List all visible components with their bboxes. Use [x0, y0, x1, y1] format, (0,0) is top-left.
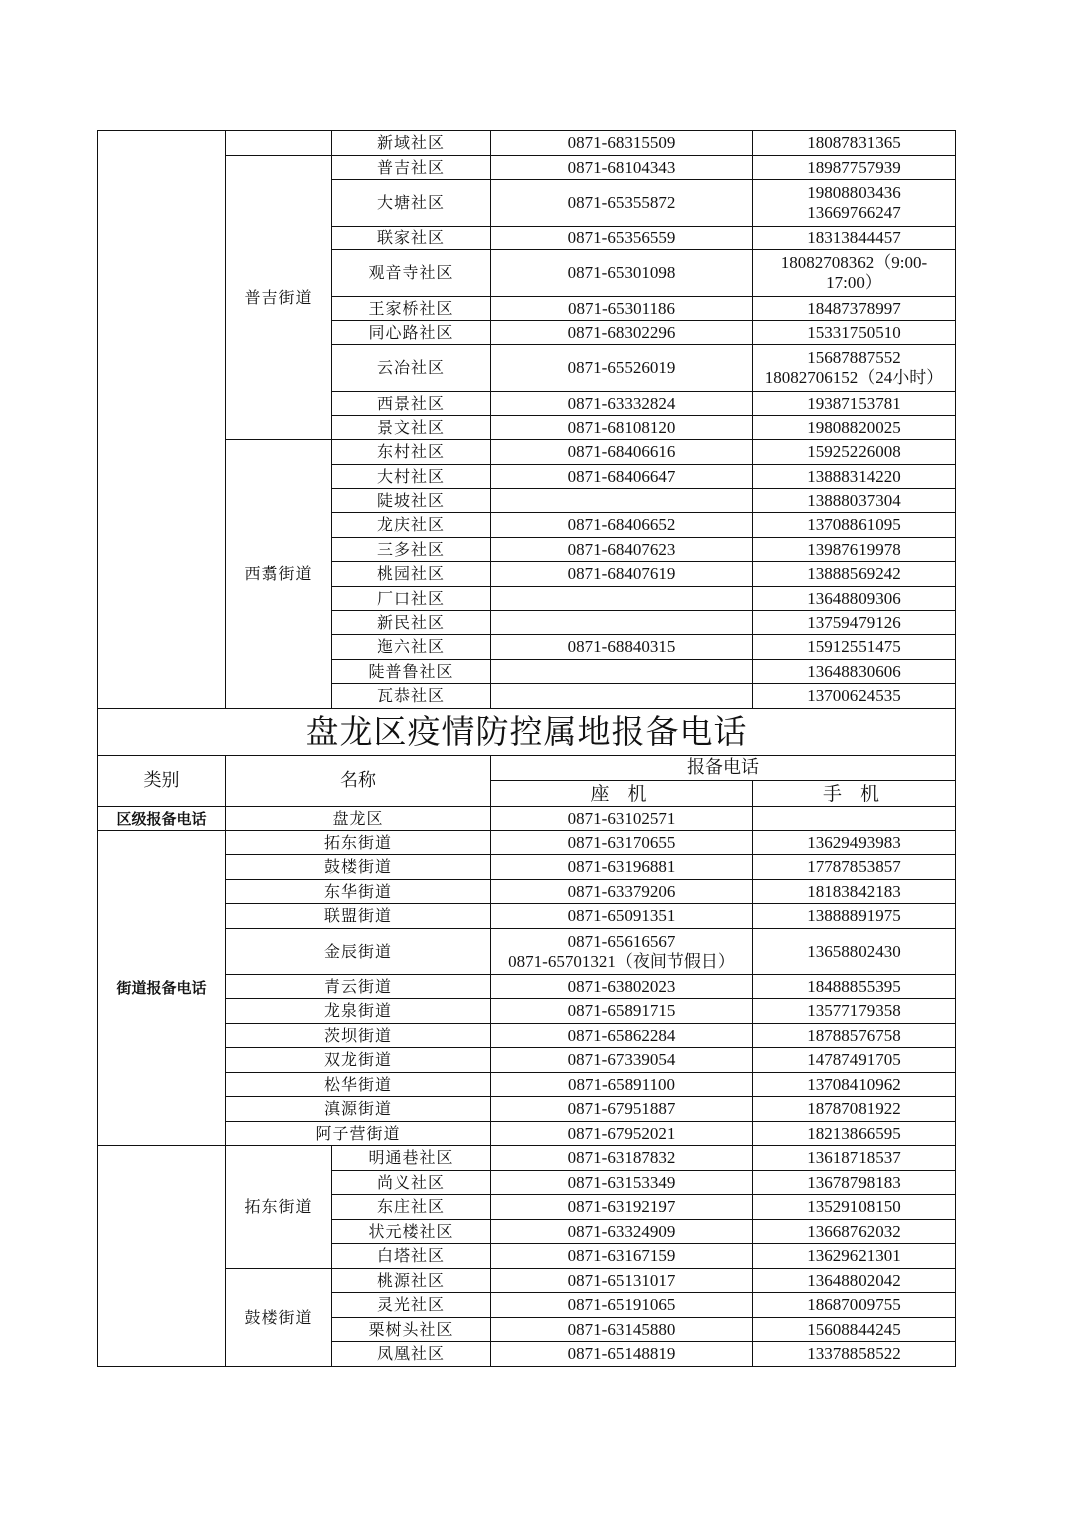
mobile: 13888037304	[753, 489, 956, 513]
community-name: 陡普鲁社区	[332, 660, 491, 684]
header-landline: 座 机	[491, 781, 753, 807]
community-name: 桃园社区	[332, 562, 491, 587]
landline: 0871-65862284	[491, 1024, 753, 1048]
unit-name: 双龙街道	[226, 1048, 491, 1073]
community-name: 王家桥社区	[332, 297, 491, 321]
community-name: 厂口社区	[332, 587, 491, 611]
community-name: 景文社区	[332, 416, 491, 440]
landline-line: 0871-65616567	[567, 931, 676, 951]
community-name: 尚义社区	[332, 1171, 491, 1195]
landline: 0871-65356559	[491, 227, 753, 250]
unit-name: 阿子营街道	[226, 1122, 491, 1146]
landline	[491, 684, 753, 709]
header-row	[98, 756, 956, 781]
community-name: 新域社区	[332, 131, 491, 156]
community-name: 龙庆社区	[332, 513, 491, 538]
table-row	[98, 156, 956, 180]
mobile: 15925226008	[753, 440, 956, 465]
landline: 0871-63187832	[491, 1146, 753, 1171]
mobile: 13708861095	[753, 513, 956, 538]
landline: 0871-65301186	[491, 297, 753, 321]
mobile: 13888891975	[753, 904, 956, 929]
mobile: 13678798183	[753, 1171, 956, 1195]
community-name: 灵光社区	[332, 1293, 491, 1318]
title-row	[98, 709, 956, 756]
mobile	[753, 250, 956, 297]
landline: 0871-65301098	[491, 250, 753, 297]
landline: 0871-63196881	[491, 855, 753, 880]
mobile: 13648830606	[753, 660, 956, 684]
landline: 0871-63324909	[491, 1220, 753, 1244]
category-cell-blank	[98, 131, 226, 709]
community-name: 观音寺社区	[332, 250, 491, 297]
unit-name: 盘龙区	[226, 807, 491, 831]
community-name: 陡坡社区	[332, 489, 491, 513]
mobile: 13648809306	[753, 587, 956, 611]
mobile: 13629621301	[753, 1244, 956, 1269]
mobile: 13529108150	[753, 1195, 956, 1220]
unit-name: 松华街道	[226, 1073, 491, 1097]
landline: 0871-63170655	[491, 831, 753, 855]
page-title: 盘龙区疫情防控属地报备电话	[98, 709, 956, 756]
mobile: 19808820025	[753, 416, 956, 440]
phone-table	[97, 130, 956, 1367]
landline: 0871-65526019	[491, 345, 753, 392]
mobile: 15912551475	[753, 635, 956, 660]
mobile: 14787491705	[753, 1048, 956, 1073]
landline: 0871-65891100	[491, 1073, 753, 1097]
mobile	[753, 180, 956, 227]
mobile: 18488855395	[753, 975, 956, 999]
mobile: 13668762032	[753, 1220, 956, 1244]
mobile: 13708410962	[753, 1073, 956, 1097]
mobile: 13629493983	[753, 831, 956, 855]
mobile: 19387153781	[753, 392, 956, 416]
community-name: 云冶社区	[332, 345, 491, 392]
mobile	[753, 807, 956, 831]
community-name: 普吉社区	[332, 156, 491, 180]
landline	[491, 489, 753, 513]
category-label: 街道报备电话	[98, 831, 226, 1146]
mobile: 18788576758	[753, 1024, 956, 1048]
mobile: 18213866595	[753, 1122, 956, 1146]
community-name: 同心路社区	[332, 321, 491, 345]
landline: 0871-65191065	[491, 1293, 753, 1318]
mobile: 18787081922	[753, 1097, 956, 1122]
community-name: 新民社区	[332, 611, 491, 635]
table-row	[98, 1073, 956, 1097]
landline: 0871-63332824	[491, 392, 753, 416]
landline: 0871-68407623	[491, 538, 753, 562]
table-row	[98, 831, 956, 855]
landline: 0871-63192197	[491, 1195, 753, 1220]
table-row	[98, 855, 956, 880]
landline: 0871-65131017	[491, 1269, 753, 1293]
landline: 0871-67951887	[491, 1097, 753, 1122]
landline: 0871-63802023	[491, 975, 753, 999]
street-name: 拓东街道	[226, 1146, 332, 1269]
landline: 0871-63153349	[491, 1171, 753, 1195]
landline: 0871-68406616	[491, 440, 753, 465]
community-name: 西景社区	[332, 392, 491, 416]
table-row	[98, 999, 956, 1024]
mobile: 13987619978	[753, 538, 956, 562]
community-name: 东村社区	[332, 440, 491, 465]
category-label: 区级报备电话	[98, 807, 226, 831]
mobile: 13888569242	[753, 562, 956, 587]
landline: 0871-68108120	[491, 416, 753, 440]
landline: 0871-65091351	[491, 904, 753, 929]
street-name: 西翥街道	[226, 440, 332, 709]
landline	[491, 611, 753, 635]
community-name: 凤凰社区	[332, 1342, 491, 1367]
landline: 0871-65891715	[491, 999, 753, 1024]
header-mobile: 手 机	[753, 781, 956, 807]
landline: 0871-67952021	[491, 1122, 753, 1146]
landline: 0871-68104343	[491, 156, 753, 180]
table-row	[98, 975, 956, 999]
unit-name: 东华街道	[226, 880, 491, 904]
mobile: 13759479126	[753, 611, 956, 635]
table-row	[98, 1048, 956, 1073]
category-cell-blank	[98, 1146, 226, 1367]
unit-name: 青云街道	[226, 975, 491, 999]
street-cell-blank	[226, 131, 332, 156]
mobile-line: 15687887552	[807, 348, 901, 367]
table-row	[98, 440, 956, 465]
unit-name: 鼓楼街道	[226, 855, 491, 880]
table-row	[98, 904, 956, 929]
landline: 0871-68407619	[491, 562, 753, 587]
mobile: 15331750510	[753, 321, 956, 345]
table-row	[98, 131, 956, 156]
landline	[491, 929, 753, 975]
landline: 0871-68315509	[491, 131, 753, 156]
street-name: 普吉街道	[226, 156, 332, 440]
mobile-line: 18082706152（24小时）	[764, 368, 944, 387]
unit-name: 金辰街道	[226, 929, 491, 975]
mobile-line: 17:00）	[826, 273, 882, 292]
mobile: 13658802430	[753, 929, 956, 975]
community-name: 三多社区	[332, 538, 491, 562]
mobile: 17787853857	[753, 855, 956, 880]
table-row	[98, 1269, 956, 1293]
community-name: 联家社区	[332, 227, 491, 250]
mobile: 13888314220	[753, 465, 956, 489]
landline: 0871-63167159	[491, 1244, 753, 1269]
header-name: 名称	[226, 756, 491, 807]
mobile: 18313844457	[753, 227, 956, 250]
unit-name: 滇源街道	[226, 1097, 491, 1122]
landline: 0871-63145880	[491, 1318, 753, 1342]
header-category: 类别	[98, 756, 226, 807]
community-name: 白塔社区	[332, 1244, 491, 1269]
community-name: 明通巷社区	[332, 1146, 491, 1171]
mobile-line: 13669766247	[807, 203, 901, 222]
landline	[491, 660, 753, 684]
table-row	[98, 1146, 956, 1171]
community-name: 迤六社区	[332, 635, 491, 660]
mobile-line: 18082708362（9:00-	[780, 253, 928, 272]
landline: 0871-65148819	[491, 1342, 753, 1367]
table-row	[98, 1024, 956, 1048]
mobile: 15608844245	[753, 1318, 956, 1342]
mobile: 13700624535	[753, 684, 956, 709]
landline: 0871-67339054	[491, 1048, 753, 1073]
mobile: 18487378997	[753, 297, 956, 321]
unit-name: 龙泉街道	[226, 999, 491, 1024]
mobile-line: 19808803436	[807, 183, 901, 202]
mobile: 13648802042	[753, 1269, 956, 1293]
landline: 0871-68840315	[491, 635, 753, 660]
community-name: 瓦恭社区	[332, 684, 491, 709]
landline: 0871-68406652	[491, 513, 753, 538]
street-name: 鼓楼街道	[226, 1269, 332, 1367]
unit-name: 茨坝街道	[226, 1024, 491, 1048]
header-phone: 报备电话	[491, 756, 956, 781]
community-name: 大村社区	[332, 465, 491, 489]
community-name: 桃源社区	[332, 1269, 491, 1293]
mobile: 18087831365	[753, 131, 956, 156]
mobile: 13378858522	[753, 1342, 956, 1367]
mobile: 18183842183	[753, 880, 956, 904]
mobile: 13618718537	[753, 1146, 956, 1171]
community-name: 栗树头社区	[332, 1318, 491, 1342]
community-name: 状元楼社区	[332, 1220, 491, 1244]
landline: 0871-65355872	[491, 180, 753, 227]
table-row	[98, 1122, 956, 1146]
mobile: 13577179358	[753, 999, 956, 1024]
landline-line: 0871-65701321（夜间节假日）	[508, 951, 735, 971]
mobile: 18987757939	[753, 156, 956, 180]
landline: 0871-63102571	[491, 807, 753, 831]
landline	[491, 587, 753, 611]
table-row	[98, 1097, 956, 1122]
mobile	[753, 345, 956, 392]
table-row	[98, 880, 956, 904]
mobile: 18687009755	[753, 1293, 956, 1318]
unit-name: 拓东街道	[226, 831, 491, 855]
landline: 0871-63379206	[491, 880, 753, 904]
landline: 0871-68406647	[491, 465, 753, 489]
landline: 0871-68302296	[491, 321, 753, 345]
unit-name: 联盟街道	[226, 904, 491, 929]
community-name: 东庄社区	[332, 1195, 491, 1220]
table-row	[98, 807, 956, 831]
community-name: 大塘社区	[332, 180, 491, 227]
table-row	[98, 929, 956, 975]
